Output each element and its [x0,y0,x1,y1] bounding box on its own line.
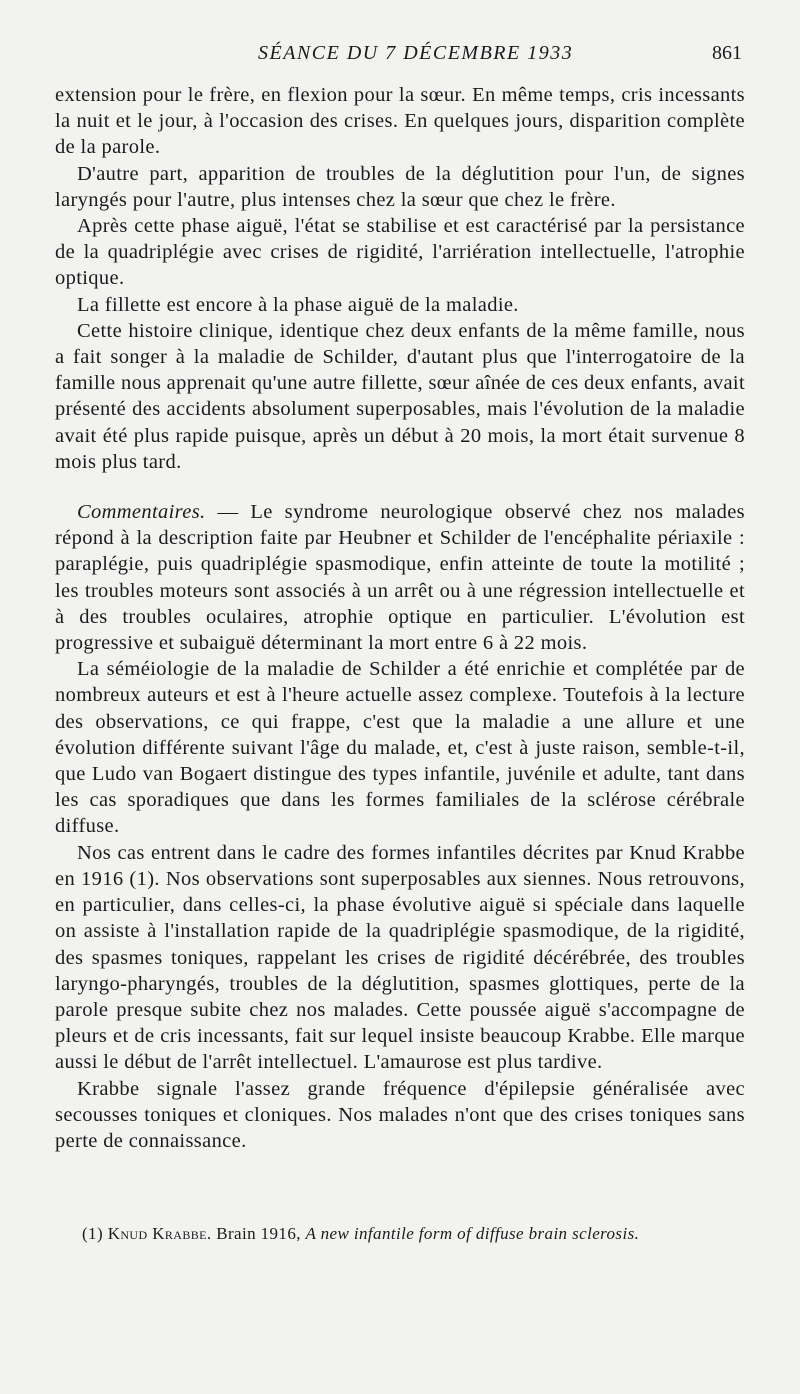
paragraph: La fillette est encore à la phase aiguë de la maladie. [77,293,519,316]
footnote-author: Knud Krabbe [107,1224,207,1243]
footnote-title: A new infantile form of diffuse brain sclerosis. [305,1224,640,1243]
paragraph-text: Le syndrome neurologique observé chez nos malades répond à la description faite par Heubner et Schilder de l'encéphalite périaxile : paraplégie, puis quadriplégie spasmodique, enfin atteinte de toute la motilité ; les troubles moteurs sont associés à un arrêt ou à une régression intellectuelle et à des troubles oculaires, atrophie optique en particulier. L'évolution est progressive et subaiguë déterminant la mort entre 6 à 22 mois. [55,501,745,655]
paragraph: La séméiologie de la maladie de Schilder a été enrichie et complétée par de nombreux auteurs et est à l'heure actuelle assez complexe. Toutefois à la lecture des observations, ce qui frappe, c'est que la maladie a une allure et une évolution différente suivant l'âge du malade, et, c'est à juste raison, semble-t-il, que Ludo van Bogaert distingue des types infantile, juvénile et adulte, tant dans les cas sporadiques que dans les formes familiales de la sclérose cérébrale diffuse. [55,658,745,838]
paragraph: D'autre part, apparition de troubles de la déglutition pour l'un, de signes laryngés pour l'autre, plus intenses chez la sœur que chez le frère. [55,162,745,211]
paragraph: Cette histoire clinique, identique chez deux enfants de la même famille, nous a fait songer à la maladie de Schilder, d'autant plus que l'interrogatoire de la famille nous apprenait qu'une autre fillette, sœur aînée de ces deux enfants, avait présenté des accidents absolument superposables, mais l'évolution de la maladie avait été plus rapide puisque, après un début à 20 mois, la mort était survenue 8 mois plus tard. [55,319,745,473]
footnote-marker: (1) [82,1224,108,1243]
commentaires-heading: Commentaires. [77,501,206,524]
paragraph: Après cette phase aiguë, l'état se stabilise et est caractérisé par la persistance de la quadriplégie avec crises de rigidité, l'arriération intellectuelle, l'atrophie optique. [55,215,745,290]
paragraph: extension pour le frère, en flexion pour la sœur. En même temps, cris incessants la nuit et le jour, à l'occasion des crises. En quelques jours, disparition complète de la parole. [55,84,745,159]
body-text [55,82,745,1154]
commentaires-dash: — [205,501,251,524]
footnote-source: . Brain 1916, [206,1224,306,1243]
paragraph: Krabbe signale l'assez grande fréquence d'épilepsie généralisée avec secousses toniques et cloniques. Nos malades n'ont que des crises toniques sans perte de connaissance. [55,1077,745,1152]
running-header [0,40,800,70]
footnote [82,1224,639,1244]
paragraph: Nos cas entrent dans le cadre des formes infantiles décrites par Knud Krabbe en 1916 (1). Nos observations sont superposables aux siennes. Nous retrouvons, en particulier, dans celles-ci, la phase évolutive aiguë si spéciale dans laquelle on assiste à l'installation rapide de la quadriplégie spasmodique, de la rigidité, des spasmes toniques, rappelant les crises de rigidité décérébrée, des troubles laryngo-pharyngés, troubles de la déglutition, spasmes glottiques, perte de la parole presque subite chez nos malades. Cette poussée aiguë s'accompagne de pleurs et de cris incessants, fait sur lequel insiste beaucoup Krabbe. Elle marque aussi le début de l'arrêt intellectuel. L'amaurose est plus tardive. [55,841,745,1074]
commentaires-paragraph [55,499,745,656]
page-number: 861 [712,42,742,64]
running-title: SÉANCE DU 7 DÉCEMBRE 1933 [258,42,574,64]
